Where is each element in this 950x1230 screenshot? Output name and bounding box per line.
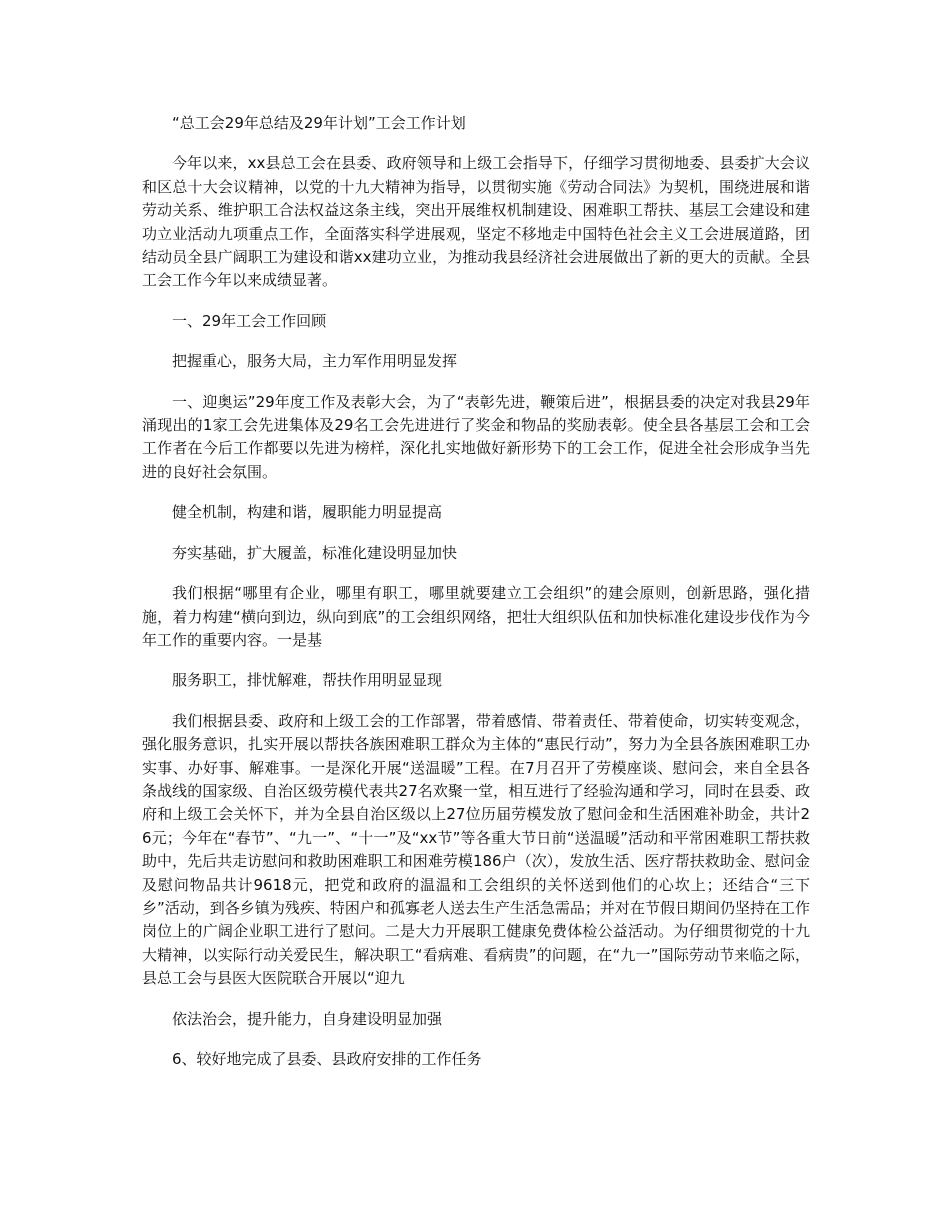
- document-title: “总工会29年总结及29年计划”工会工作计划: [172, 114, 466, 132]
- subheading-mechanism: 健全机制，构建和谐，履职能力明显提高: [172, 503, 443, 522]
- paragraph-assistance: 我们根据县委、政府和上级工会的工作部署，带着感情、带着责任、带着使命，切实转变观念，强化服务意识，扎实开展以帮扶各族困难职工群众为主体的“惠民行动”，努力为全县各族困难职工办实事、办好事、解难事。一是深化开展“送温暖”工程。在7月召开了劳模座谈、慰问会，来自全县各条战线的国家级、自治区级劳模代表共27名欢聚一堂，相互进行了经验沟通和学习，同时在县委、政府和上级工会关怀下，并为全县自治区级以上27位历届劳模发放了慰问金和生活困难补助金，共计26元；今年在“春节”、“九一”、“十一”及“xx节”等各重大节日前“送温暖”活动和平常困难职工帮扶救助中，先后共走访慰问和救助困难职工和困难劳模186户（次），发放生活、医疗帮扶救助金、慰问金及慰问物品共计9618元，把党和政府的温温和工会组织的关怀送到他们的心坎上；还结合“三下乡”活动，到各乡镇为残疾、特困户和孤寡老人送去生产生活急需品；并对在节假日期间仍坚持在工作岗位上的广阔企业职工进行了慰问。二是大力开展职工健康免费体检公益活动。为仔细贯彻党的十九大精神，以实际行动关爱民生，解决职工“看病难、看病贵”的问题，在“九一”国际劳动节来临之际，县总工会与县医大医院联合开展以“迎九: [142, 711, 810, 988]
- subheading-foundation: 夯实基础，扩大履盖，标准化建设明显加快: [172, 543, 458, 562]
- subheading-focus: 把握重心，服务大局，主力军作用明显发挥: [172, 352, 458, 371]
- document-body: [142, 112, 810, 1088]
- paragraph-commendation: 一、迎奥运”29年度工作及表彰大会，为了“表彰先进，鞭策后进”，根据县委的决定对我县29年涌现出的1家工会先进集体及29名工会先进进行了奖金和物品的奖励表彰。使全县各基层工会和工会工作者在今后工作都要以先进为榜样，深化扎实地做好新形势下的工会工作，促进全社会形成争当先进的良好社会氛围。: [142, 392, 810, 481]
- section-heading-review: 一、29年工会工作回顾: [172, 311, 327, 330]
- subheading-service: 服务职工，排忧解难，帮扶作用明显显现: [172, 671, 443, 690]
- paragraph-organization: 我们根据“哪里有企业，哪里有职工，哪里就要建立工会组织”的建会原则，创新思路，强化措施，着力构建“横向到边，纵向到底”的工会组织网络，把壮大组织队伍和加快标准化建设步伐作为今年工作的重要内容。一是基: [142, 584, 810, 649]
- paragraph-intro: 今年以来，xx县总工会在县委、政府领导和上级工会指导下，仔细学习贯彻地委、县委扩大会议和区总十大会议精神，以党的十九大精神为指导，以贯彻实施《劳动合同法》为契机，围绕进展和谐劳动关系、维护职工合法权益这条主线，突出开展维权机制建设、困难职工帮扶、基层工会建设和建功立业活动九项重点工作，全面落实科学进展观，坚定不移地走中国特色社会主义工会进展道路，团结动员全县广阔职工为建设和谐xx建功立业，为推动我县经济社会进展做出了新的更大的贡献。全县工会工作今年以来成绩显著。: [142, 154, 810, 290]
- subheading-rule-of-law: 依法治会，提升能力，自身建设明显加强: [172, 1009, 443, 1028]
- subheading-tasks: 6、较好地完成了县委、县政府安排的工作任务: [172, 1050, 482, 1068]
